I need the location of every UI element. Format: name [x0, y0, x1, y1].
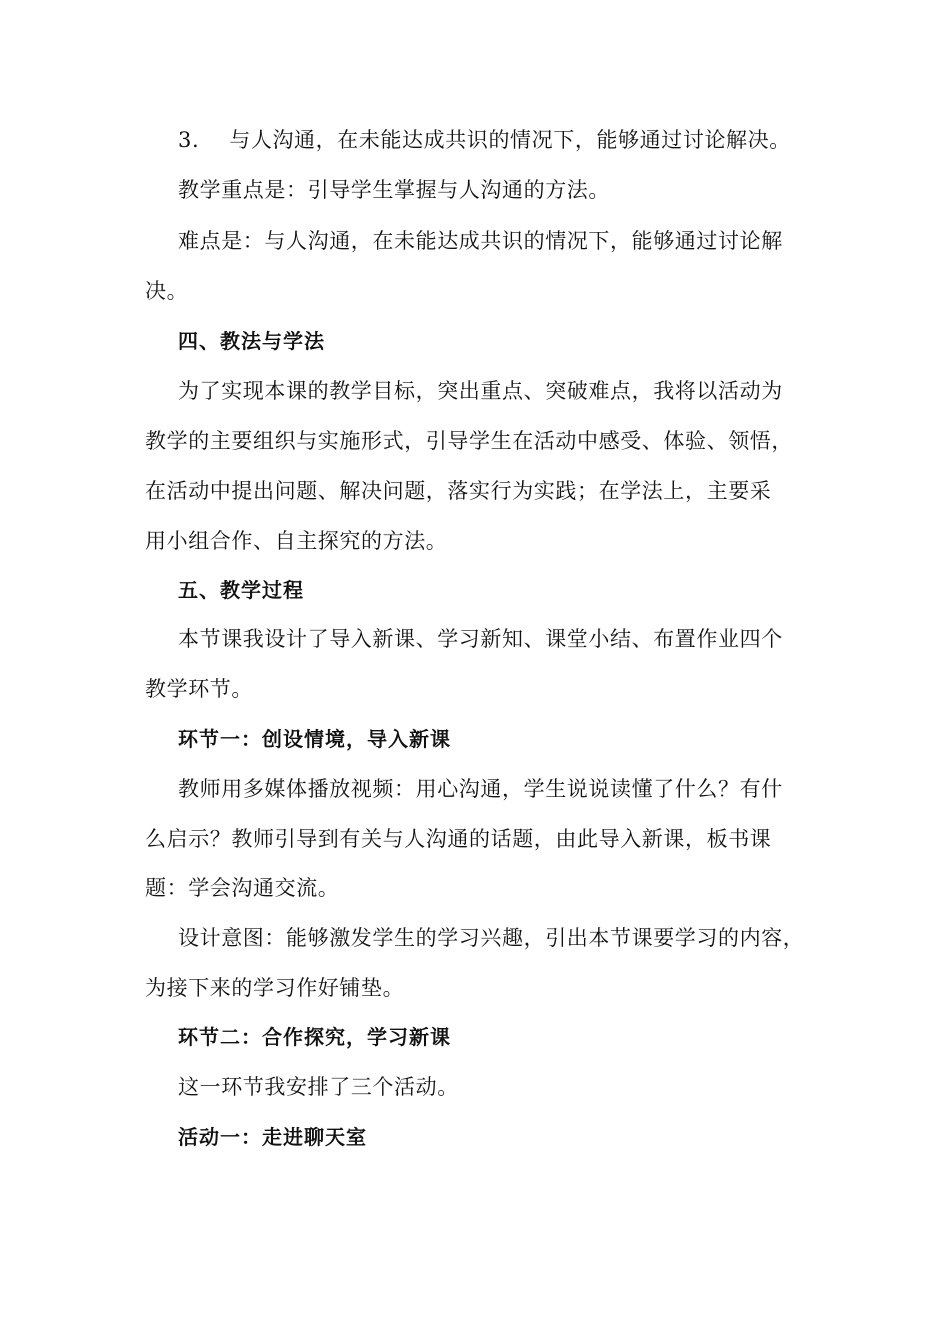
- step1-paragraph-line-2: 么启示？教师引导到有关与人沟通的话题，由此导入新课，板书课: [145, 827, 772, 851]
- difficulty-paragraph-line-1: 难点是：与人沟通，在未能达成共识的情况下，能够通过讨论解: [178, 229, 783, 253]
- design-intent-line-2: 为接下来的学习作好铺垫。: [145, 976, 405, 1000]
- methods-paragraph-line-1: 为了实现本课的教学目标，突出重点、突破难点，我将以活动为: [178, 379, 783, 403]
- methods-paragraph-line-4: 用小组合作、自主探究的方法。: [145, 529, 448, 553]
- step2-paragraph: 这一环节我安排了三个活动。: [178, 1075, 459, 1099]
- difficulty-paragraph-line-2: 决。: [145, 279, 189, 303]
- activity-heading-1: 活动一：走进聊天室: [178, 1125, 367, 1149]
- step1-paragraph-line-1: 教师用多媒体播放视频：用心沟通，学生说说读懂了什么？有什: [178, 777, 783, 801]
- methods-paragraph-line-2: 教学的主要组织与实施形式，引导学生在活动中感受、体验、领悟，: [145, 429, 793, 453]
- section-heading-methods: 四、教法与学法: [178, 329, 325, 353]
- step-heading-1: 环节一：创设情境，导入新课: [178, 727, 451, 751]
- step1-paragraph-line-3: 题：学会沟通交流。: [145, 876, 340, 900]
- process-paragraph-line-1: 本节课我设计了导入新课、学习新知、课堂小结、布置作业四个: [178, 627, 783, 651]
- objective-3: [178, 125, 848, 155]
- objective-3-number: 3.: [178, 128, 200, 152]
- process-paragraph-line-2: 教学环节。: [145, 677, 253, 701]
- key-point-paragraph: 教学重点是：引导学生掌握与人沟通的方法。: [178, 178, 610, 202]
- section-heading-process: 五、教学过程: [178, 578, 304, 602]
- objective-3-text: 与人沟通，在未能达成共识的情况下，能够通过讨论解决。: [229, 128, 791, 152]
- design-intent-line-1: 设计意图：能够激发学生的学习兴趣，引出本节课要学习的内容，: [178, 926, 805, 950]
- step-heading-2: 环节二：合作探究，学习新课: [178, 1025, 451, 1049]
- methods-paragraph-line-3: 在活动中提出问题、解决问题，落实行为实践；在学法上，主要采: [145, 479, 772, 503]
